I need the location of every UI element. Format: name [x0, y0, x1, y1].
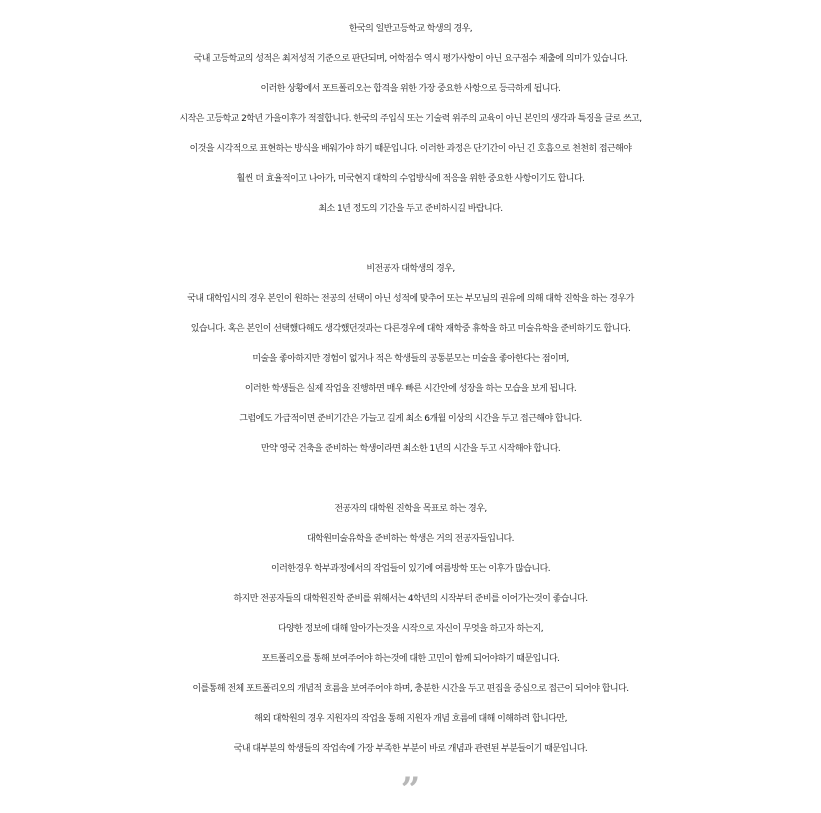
paragraph-line: 훨씬 더 효율적이고 나아가, 미국현지 대학의 수업방식에 적응을 위한 중요한 사항이기도 합니다. — [236, 174, 585, 184]
paragraph-line: 포트폴리오를 통해 보여주어야 하는것에 대한 고민이 함께 되어야하기 때문입니다. — [261, 654, 560, 664]
paragraph-line: 그럼에도 가급적이면 준비기간은 가늘고 길게 최소 6개월 이상의 시간을 두고 접근해야 합니다. — [239, 414, 582, 424]
paragraph-line: 이러한경우 학부과정에서의 작업들이 있기에 여름방학 또는 이후가 많습니다. — [270, 564, 551, 574]
paragraph-line: 이것을 시각적으로 표현하는 방식을 배워가야 하기 때문입니다. 이러한 과정은 단기간이 아닌 긴 호흡으로 천천히 접근해야 — [189, 144, 632, 154]
paragraph-line: 국내 대학입시의 경우 본인이 원하는 전공의 선택이 아닌 성적에 맞추어 또는 부모님의 권유에 의해 대학 진학을 하는 경우가 — [187, 294, 634, 304]
paragraph-line: 이러한 학생들은 실제 작업을 진행하면 매우 빠른 시간안에 성장을 하는 모습을 보게 됩니다. — [244, 384, 577, 394]
section-non-major-undergrad — [0, 254, 821, 464]
paragraph-line: 있습니다. 혹은 본인이 선택했다해도 생각했던것과는 다른경우에 대학 재학중 휴학을 하고 미술유학을 준비하기도 합니다. — [190, 324, 631, 334]
closing-quote-icon: ” — [400, 770, 421, 810]
section-heading: 한국의 일반고등학교 학생의 경우, — [348, 24, 473, 34]
article-body — [0, 14, 821, 764]
section-graduate-school — [0, 494, 821, 764]
section-heading: 비전공자 대학생의 경우, — [366, 264, 455, 274]
section-high-school — [0, 14, 821, 224]
paragraph-line: 시작은 고등학교 2학년 가을이후가 적절합니다. 한국의 주입식 또는 기술력 위주의 교육이 아닌 본인의 생각과 특징을 글로 쓰고, — [179, 114, 642, 124]
section-heading: 전공자의 대학원 진학을 목표로 하는 경우, — [334, 504, 487, 514]
paragraph-line: 이러한 상황에서 포트폴리오는 합격을 위한 가장 중요한 사항으로 등극하게 됩니다. — [260, 84, 561, 94]
paragraph-line: 하지만 전공자들의 대학원진학 준비를 위해서는 4학년의 시작부터 준비를 이어가는것이 좋습니다. — [233, 594, 588, 604]
paragraph-line: 최소 1년 정도의 기간을 두고 준비하시길 바랍니다. — [318, 204, 503, 214]
paragraph-line: 이를통해 전체 포트폴리오의 개념적 흐름을 보여주어야 하며, 충분한 시간을 두고 편집을 중심으로 접근이 되어야 합니다. — [192, 684, 629, 694]
paragraph-line: 국내 고등학교의 성적은 최저성적 기준으로 판단되며, 어학점수 역시 평가사항이 아닌 요구점수 제출에 의미가 있습니다. — [193, 54, 628, 64]
section-spacer — [0, 464, 821, 494]
paragraph-line: 만약 영국 건축을 준비하는 학생이라면 최소한 1년의 시간을 두고 시작해야 합니다. — [260, 444, 561, 454]
paragraph-line: 해외 대학원의 경우 지원자의 작업을 통해 지원자 개념 흐름에 대해 이해하려 합니다만, — [254, 714, 567, 724]
paragraph-line: 미술을 좋아하지만 경험이 없거나 적은 학생들의 공통분모는 미술을 좋아한다는 점이며, — [252, 354, 569, 364]
section-spacer — [0, 224, 821, 254]
paragraph-line: 다양한 정보에 대해 알아가는것을 시작으로 자신이 무엇을 하고자 하는지, — [277, 624, 544, 634]
paragraph-line: 국내 대부분의 학생들의 작업속에 가장 부족한 부분이 바로 개념과 관련된 부분들이기 때문입니다. — [233, 744, 588, 754]
paragraph-line: 대학원미술유학을 준비하는 학생은 거의 전공자들입니다. — [306, 534, 514, 544]
